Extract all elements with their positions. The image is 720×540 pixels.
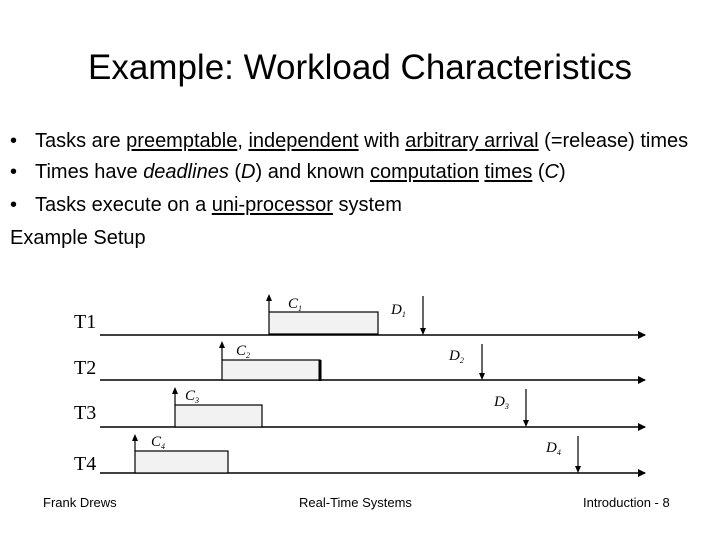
footer-page-number: Introduction - 8 bbox=[583, 495, 670, 510]
task-label-4: T4 bbox=[74, 453, 97, 475]
deadline-label-2: $D_2$ bbox=[449, 348, 464, 365]
computation-bar-3 bbox=[175, 405, 262, 427]
computation-label-2: $C_2$ bbox=[236, 343, 251, 360]
computation-label-1: $C_1$ bbox=[288, 296, 303, 313]
task-row-1 bbox=[100, 294, 645, 335]
computation-bar-4 bbox=[135, 451, 228, 473]
slide-title: Example: Workload Characteristics bbox=[88, 48, 632, 87]
footer-author: Frank Drews bbox=[43, 495, 117, 510]
deadline-label-1: $D_1$ bbox=[391, 302, 406, 319]
deadline-label-4: $D_4$ bbox=[546, 440, 561, 457]
deadline-label-3: $D_3$ bbox=[494, 394, 509, 411]
task-row-3 bbox=[100, 387, 645, 427]
task-row-4 bbox=[100, 434, 645, 473]
setup-label: Example Setup bbox=[10, 227, 146, 249]
task-label-3: T3 bbox=[74, 402, 97, 424]
bullet-1: • Tasks are preemptable, independent with arbitrary arrival (=release) times bbox=[10, 130, 689, 152]
bullet-3: • Tasks execute on a uni-processor system bbox=[10, 194, 402, 216]
footer-course: Real-Time Systems bbox=[299, 495, 412, 510]
task-label-1: T1 bbox=[74, 311, 97, 333]
computation-label-3: $C_3$ bbox=[185, 388, 200, 405]
computation-label-4: $C_4$ bbox=[151, 434, 166, 451]
bullet-2: • Times have deadlines (D) and known computation times (C) bbox=[10, 161, 566, 183]
task-row-2 bbox=[100, 341, 645, 381]
computation-bar-1 bbox=[269, 312, 378, 334]
task-label-2: T2 bbox=[74, 357, 97, 379]
computation-bar-2 bbox=[222, 360, 320, 380]
